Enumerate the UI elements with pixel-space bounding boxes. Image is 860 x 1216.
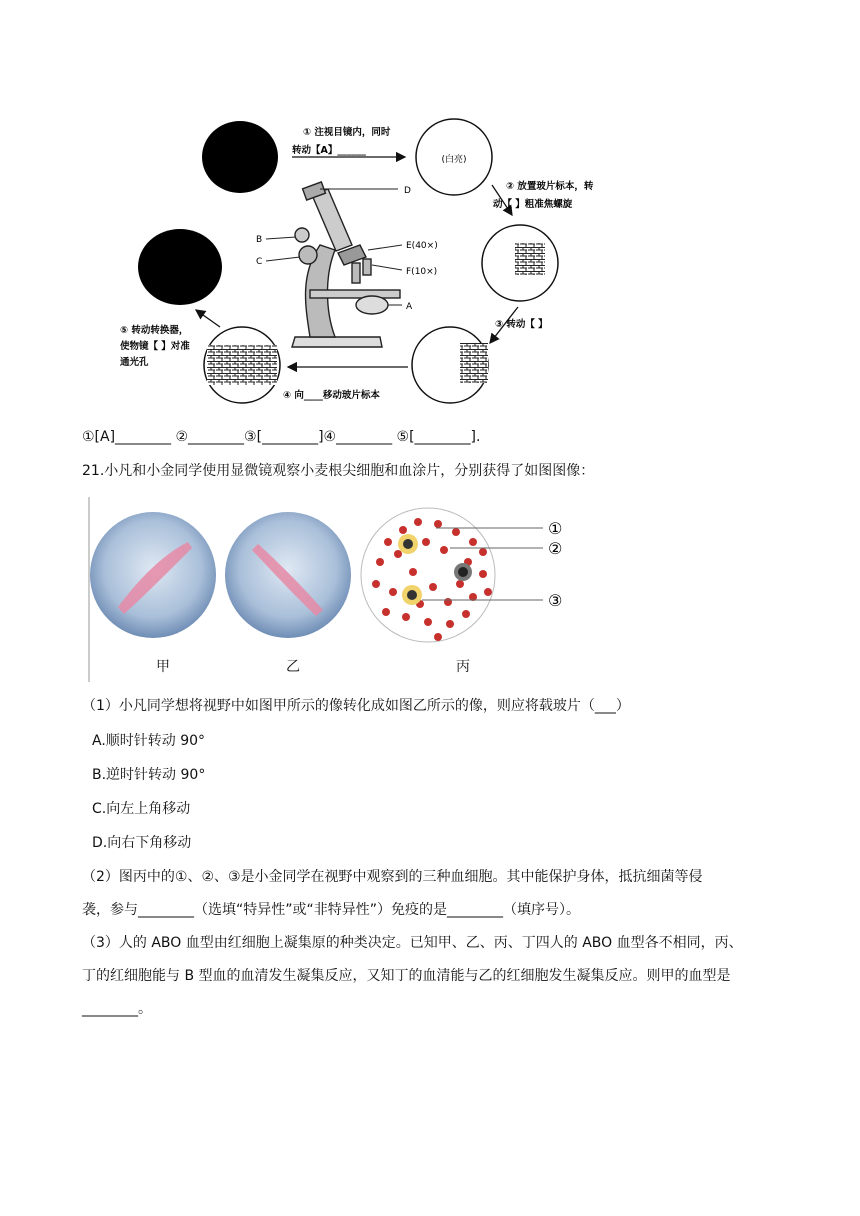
- option-c: C.向左上角移动: [92, 801, 191, 817]
- microscope-procedure-diagram: [120, 115, 594, 415]
- dark-view-1: [202, 121, 278, 193]
- mark-1: ①: [548, 519, 563, 538]
- step5-line2: 使物镜【 】对准: [120, 341, 190, 352]
- bright-view-label: (白亮): [441, 155, 467, 165]
- answer-line: ①[A]________ ②________③[________]④________ ⑤[________].: [82, 429, 481, 445]
- caption-jia: 甲: [156, 659, 170, 675]
- part-3-line2: 丁的红细胞能与 B 型血的血清发生凝集反应，又知丁的血清能与乙的红细胞发生凝集反应。则甲的血型是: [82, 968, 731, 984]
- step2-line1: ② 放置玻片标本，转: [506, 181, 594, 192]
- option-b: B.逆时针转动 90°: [92, 767, 206, 783]
- label-f: F(10×): [406, 267, 438, 277]
- mark-2: ②: [548, 539, 563, 558]
- label-b: B: [256, 235, 263, 245]
- label-c: C: [256, 257, 263, 267]
- part-3-line3: ________。: [82, 1001, 152, 1017]
- step5-line1: ⑤ 转动转换器，: [120, 325, 189, 336]
- microscope-illustration: [292, 182, 400, 347]
- part-3-line1: （3）人的 ABO 血型由红细胞上凝集原的种类决定。已知甲、乙、丙、丁四人的 ABO 血型各不相同，丙、: [82, 935, 743, 951]
- option-d: D.向右下角移动: [92, 835, 192, 851]
- label-a: A: [406, 302, 413, 312]
- step5-line3: 通光孔: [120, 357, 149, 368]
- mark-3: ③: [548, 591, 563, 610]
- step3-text: ③ 转动【 】: [495, 319, 548, 330]
- part-2-line2: 袭，参与________（选填“特异性”或“非特异性”）免疫的是________（填序号）。: [82, 902, 581, 918]
- label-d: D: [404, 186, 411, 196]
- step1-line1: ① 注视目镜内，同时: [303, 127, 391, 138]
- question-21-stem: 21.小凡和小金同学使用显微镜观察小麦根尖细胞和血涂片，分别获得了如图图像：: [82, 463, 595, 479]
- step1-line2: 转动【A】______: [292, 145, 366, 156]
- caption-yi: 乙: [286, 659, 300, 675]
- caption-bing: 丙: [456, 659, 470, 675]
- option-a: A.顺时针转动 90°: [92, 733, 206, 749]
- label-e: E(40×): [406, 241, 438, 251]
- step4-text: ④ 向____移动玻片标本: [283, 390, 380, 401]
- dark-view-2: [138, 229, 222, 305]
- part-2-line1: （2）图丙中的①、②、③是小金同学在视野中观察到的三种血细胞。其中能保护身体，抵抗细菌等侵: [82, 869, 703, 885]
- step2-line2: 动【 】粗准焦螺旋: [493, 199, 573, 210]
- part-1-stem: （1）小凡同学想将视野中如图甲所示的像转化成如图乙所示的像，则应将载玻片（___）: [82, 698, 630, 714]
